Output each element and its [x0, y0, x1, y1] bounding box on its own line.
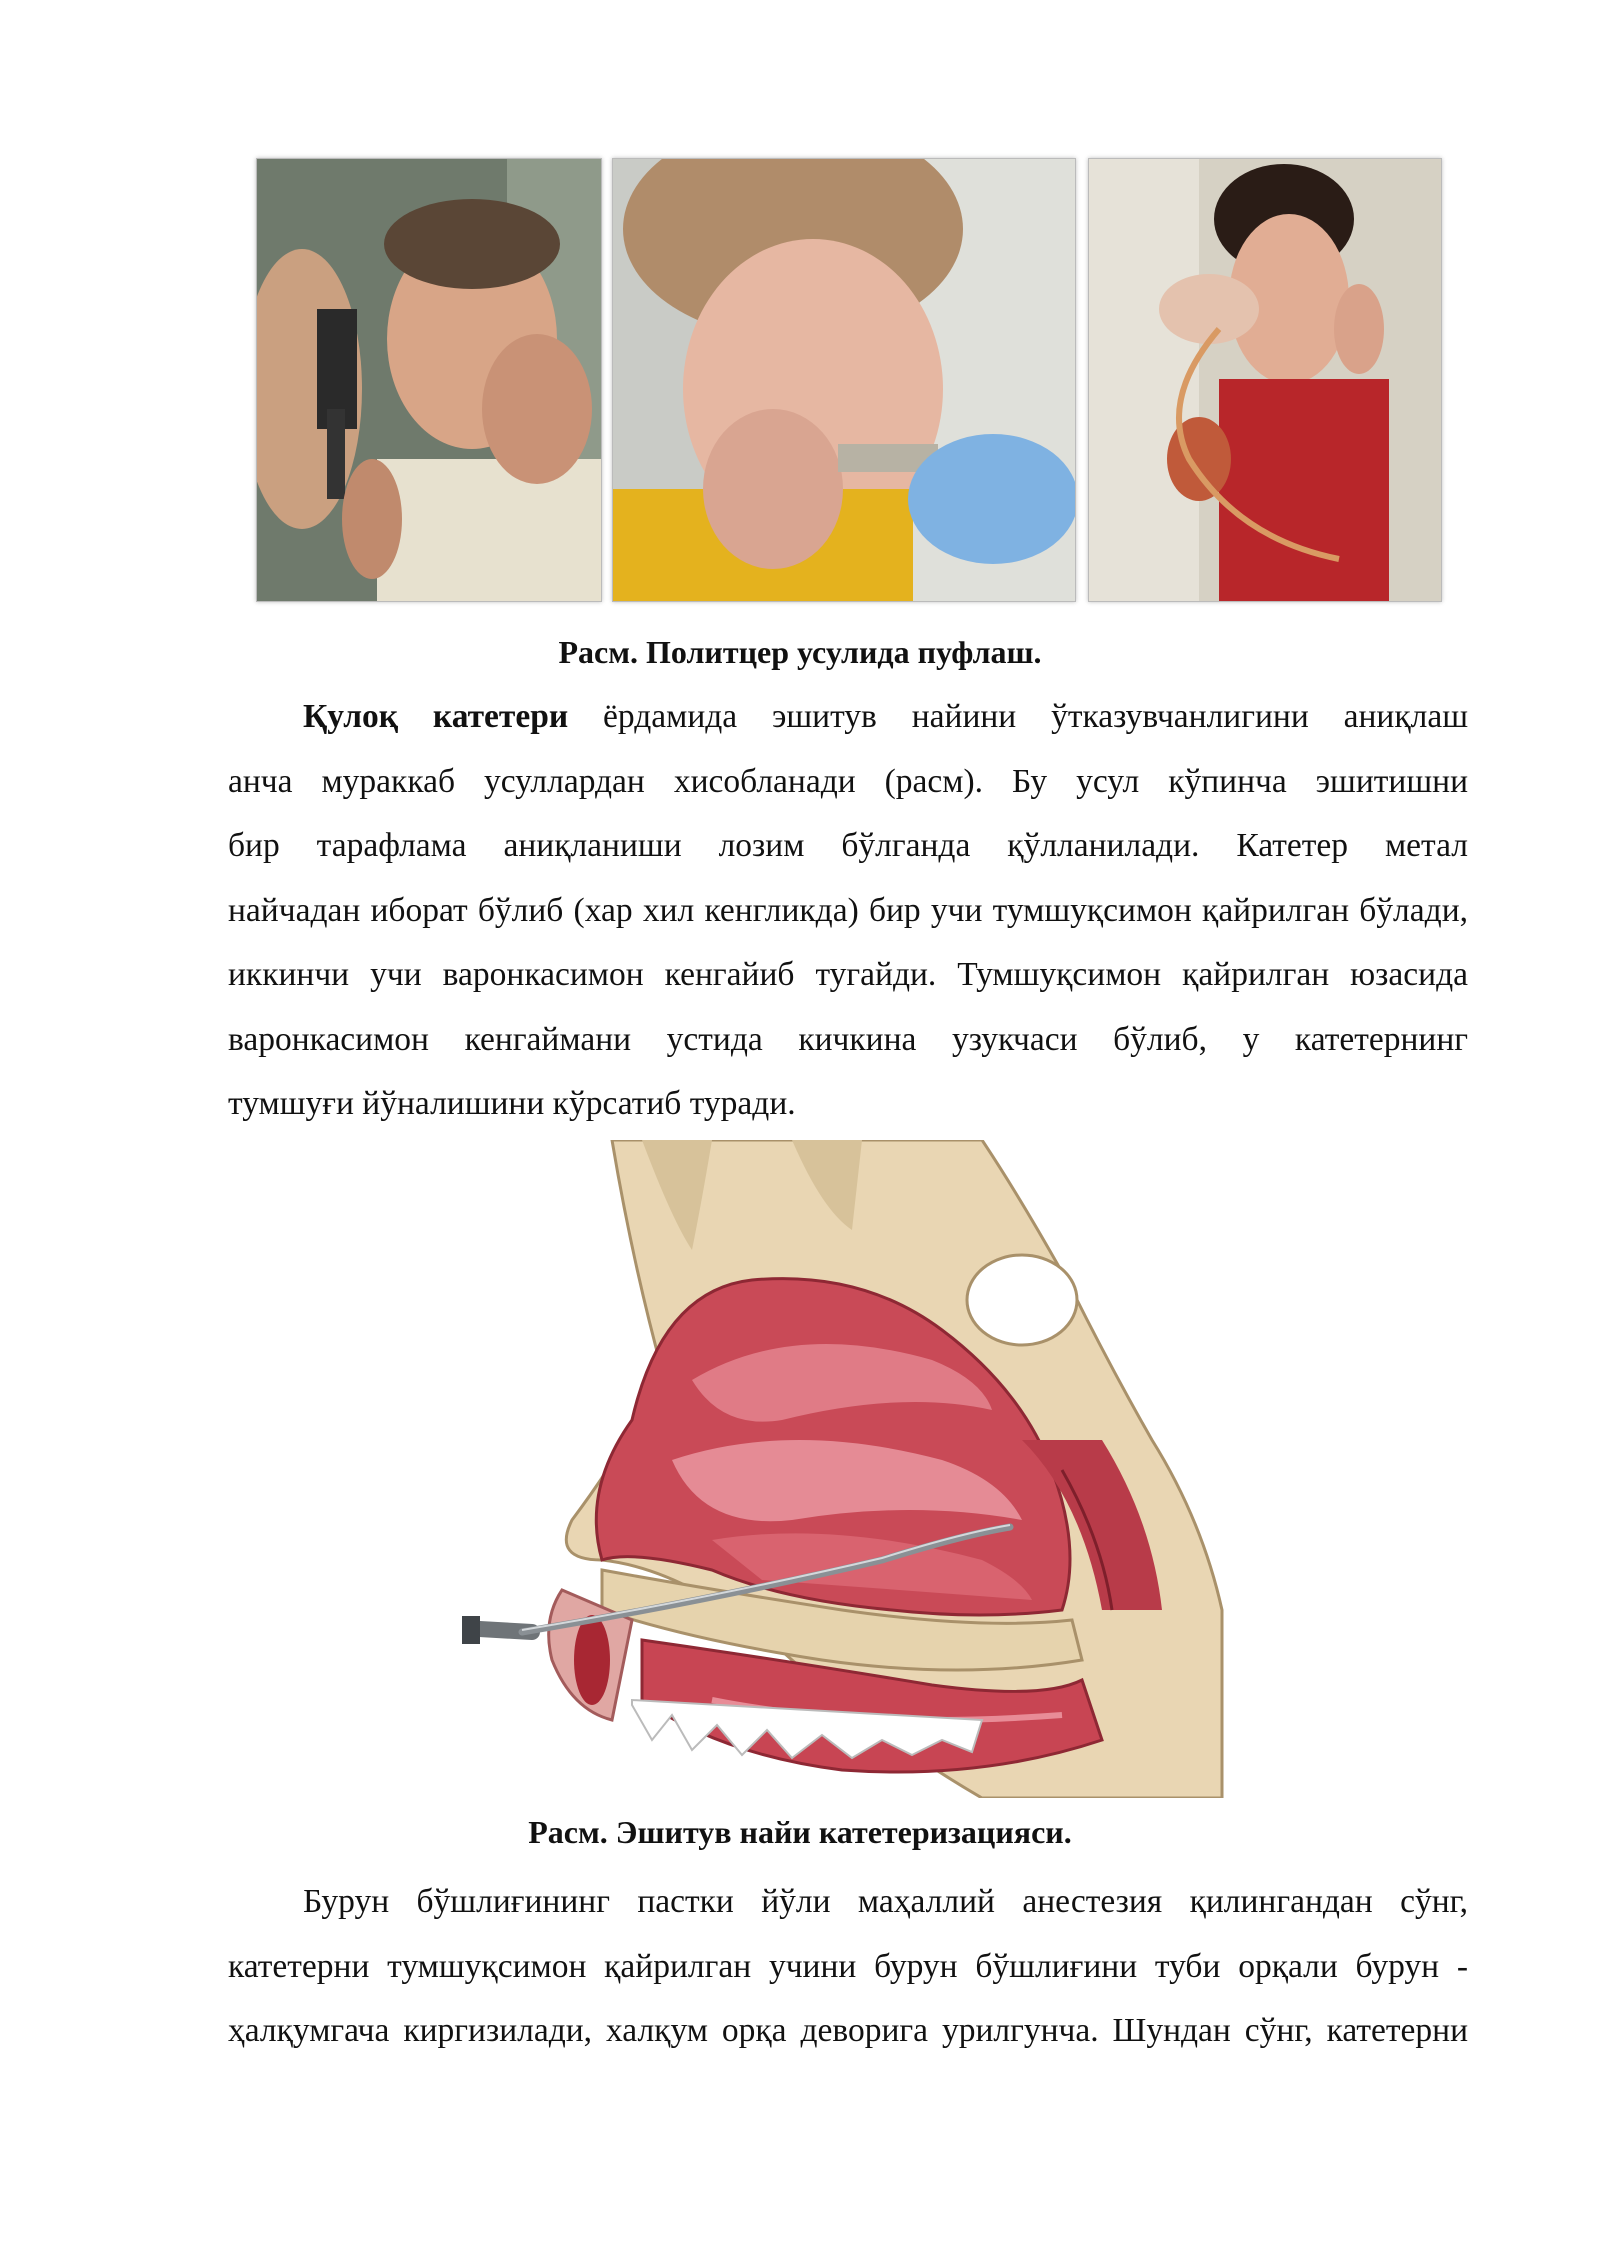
paragraph-line: анча мураккаб усуллардан хисобланади (расм). Бу усул кўпинча эшитишни	[228, 762, 1468, 800]
key-term: Қулоқ катетери	[303, 698, 569, 735]
paragraph-catheter-procedure	[228, 1870, 1468, 2064]
paragraph-line: варонкасимон кенгаймани устида кичкина узукчаси бўлиб, у катетернинг	[228, 1020, 1468, 1058]
politzer-photo-strip	[256, 158, 1440, 600]
paragraph-line: найчадан иборат бўлиб (хар хил кенгликда) бир учи тумшуқсимон қайрилган бўлади,	[228, 891, 1468, 929]
photo-woman-politzer-bulb	[1088, 158, 1442, 602]
paragraph-ear-catheter	[228, 685, 1468, 1137]
paragraph-line: тумшуғи йўналишини кўрсатиб туради.	[228, 1085, 796, 1122]
figure-caption-catheterization: Расм. Эшитув найи катетеризацияси.	[528, 1814, 1072, 1850]
nasal-cavity-catheter-illustration	[462, 1140, 1230, 1798]
photo-girl-politzer-bulb	[612, 158, 1076, 602]
photo-otoscope-man	[256, 158, 602, 602]
paragraph-line: бир тарафлама аниқланиши лозим бўлганда қўлланилади. Катетер метал	[228, 827, 1468, 864]
paragraph-line: ҳалқумгача киргизилади, халқум орқа деворига урилгунча. Шундан сўнг, катетерни	[228, 2012, 1468, 2049]
paragraph-line: Қулоқ катетери ёрдамида эшитув найини ўтказувчанлигини аниқлаш	[303, 698, 1468, 735]
paragraph-line: иккинчи учи варонкасимон кенгайиб тугайди. Тумшуқсимон қайрилган юзасида	[228, 956, 1468, 993]
figure-caption-politzer: Расм. Политцер усулида пуфлаш.	[558, 634, 1042, 670]
paragraph-line: Бурун бўшлиғининг пастки йўли маҳаллий анестезия қилингандан сўнг,	[303, 1883, 1468, 1920]
paragraph-line: катетерни тумшуқсимон қайрилган учини бурун бўшлиғини туби орқали бурун -	[228, 1947, 1468, 1985]
